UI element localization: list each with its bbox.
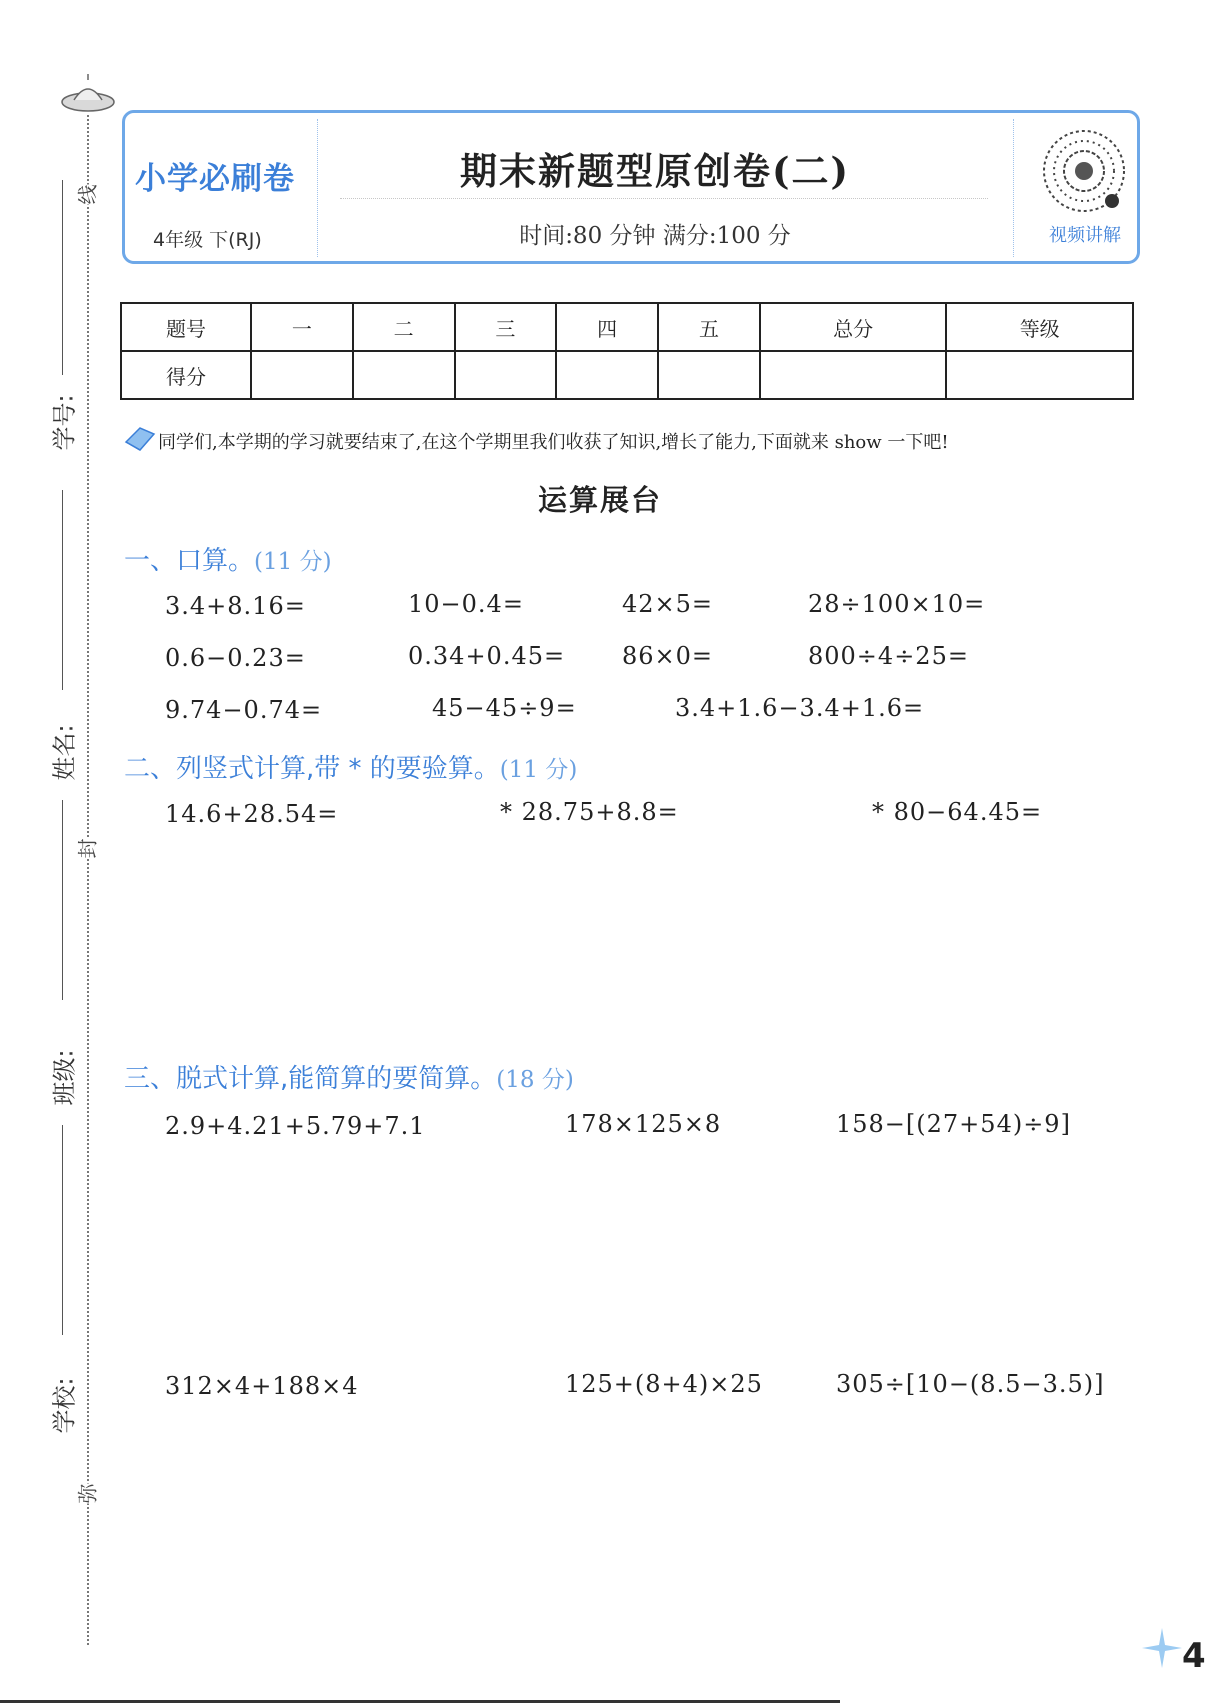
class-line (62, 1125, 63, 1335)
grade-label: 4年级 下(RJ) (153, 229, 262, 251)
q3-item: 312×4+188×4 (165, 1372, 359, 1400)
question-3-heading (124, 1058, 574, 1095)
header-divider (317, 119, 318, 257)
q3-item: 2.9+4.21+5.79+7.1 (165, 1112, 426, 1140)
student-id-label: 学号: (50, 394, 79, 451)
table-cell: 二 (353, 303, 455, 351)
question-2-title: 二、列竖式计算,带 * 的要验算。 (124, 754, 500, 784)
q1-item: 3.4+1.6−3.4+1.6= (675, 694, 925, 722)
table-cell: 三 (455, 303, 557, 351)
name-line (62, 800, 63, 1000)
table-cell: 一 (251, 303, 353, 351)
score-field[interactable] (760, 351, 947, 399)
qr-code-icon[interactable] (1040, 127, 1128, 215)
score-field[interactable] (455, 351, 557, 399)
question-3-title: 三、脱式计算,能简算的要简算。 (124, 1064, 497, 1094)
q2-item: * 28.75+8.8= (500, 798, 679, 826)
score-field[interactable] (251, 351, 353, 399)
q3-answer-area[interactable] (150, 1150, 1130, 1350)
intro-text: 同学们,本学期的学习就要结束了,在这个学期里我们收获了知识,增长了能力,下面就来 show 一下吧! (158, 432, 949, 453)
question-3-points: (18 分) (496, 1067, 574, 1093)
q1-item: 42×5= (622, 590, 714, 618)
score-table (120, 302, 1134, 400)
title-underline (340, 198, 988, 199)
q3-item: 125+(8+4)×25 (565, 1370, 763, 1398)
section-title: 运算展台 (537, 483, 662, 517)
table-row (121, 351, 1133, 399)
q1-item: 45−45÷9= (432, 694, 577, 722)
q3-item: 158−[(27+54)÷9] (836, 1110, 1071, 1138)
video-explain-label[interactable]: 视频讲解 (1049, 225, 1121, 246)
brand-logo: 小学必刷卷 (135, 161, 295, 197)
score-field[interactable] (353, 351, 455, 399)
q1-item: 0.34+0.45= (408, 642, 566, 670)
seal-mark-close: 弥 (68, 1484, 105, 1504)
header-divider (1013, 119, 1014, 257)
page-number: 4 (1182, 1636, 1206, 1676)
table-cell: 等级 (946, 303, 1133, 351)
q1-item: 800÷4÷25= (808, 642, 969, 670)
q1-item: 9.74−0.74= (165, 696, 323, 724)
binding-dotted-line (87, 115, 89, 1645)
student-id-line (62, 180, 63, 375)
q2-item: * 80−64.45= (872, 798, 1043, 826)
q1-item: 86×0= (622, 642, 714, 670)
table-cell: 五 (658, 303, 760, 351)
ufo-icon (58, 72, 118, 120)
table-row (121, 303, 1133, 351)
table-cell: 总分 (760, 303, 947, 351)
q2-item: 14.6+28.54= (165, 800, 339, 828)
question-1-points: (11 分) (254, 549, 332, 575)
question-1-title: 一、口算。 (124, 546, 255, 576)
table-cell: 得分 (121, 351, 251, 399)
question-2-points: (11 分) (499, 757, 578, 783)
q3-item: 305÷[10−(8.5−3.5)] (836, 1370, 1105, 1398)
name-line-upper (62, 490, 63, 690)
q1-item: 3.4+8.16= (165, 592, 306, 620)
school-label: 学校: (50, 1377, 79, 1434)
sparkle-icon (1140, 1626, 1184, 1670)
class-label: 班级: (50, 1049, 79, 1106)
question-1-heading (124, 540, 332, 577)
bottom-rule (0, 1700, 840, 1703)
question-2-heading (124, 748, 577, 785)
exam-header (122, 110, 1140, 264)
table-cell: 题号 (121, 303, 251, 351)
book-icon (124, 424, 156, 452)
score-field[interactable] (658, 351, 760, 399)
q1-item: 28÷100×10= (808, 590, 986, 618)
score-field[interactable] (946, 351, 1133, 399)
exam-title: 期末新题型原创卷(二) (459, 149, 850, 193)
seal-mark-line: 线 (68, 185, 105, 205)
q2-answer-area[interactable] (150, 840, 1130, 1040)
q3-item: 178×125×8 (565, 1110, 722, 1138)
q1-item: 10−0.4= (408, 590, 524, 618)
q1-item: 0.6−0.23= (165, 644, 306, 672)
seal-mark-seal: 封 (68, 839, 105, 859)
time-score-info: 时间:80 分钟 满分:100 分 (519, 223, 791, 249)
q3-answer-area[interactable] (150, 1410, 1130, 1610)
name-label: 姓名: (50, 724, 79, 781)
score-field[interactable] (556, 351, 658, 399)
table-cell: 四 (556, 303, 658, 351)
